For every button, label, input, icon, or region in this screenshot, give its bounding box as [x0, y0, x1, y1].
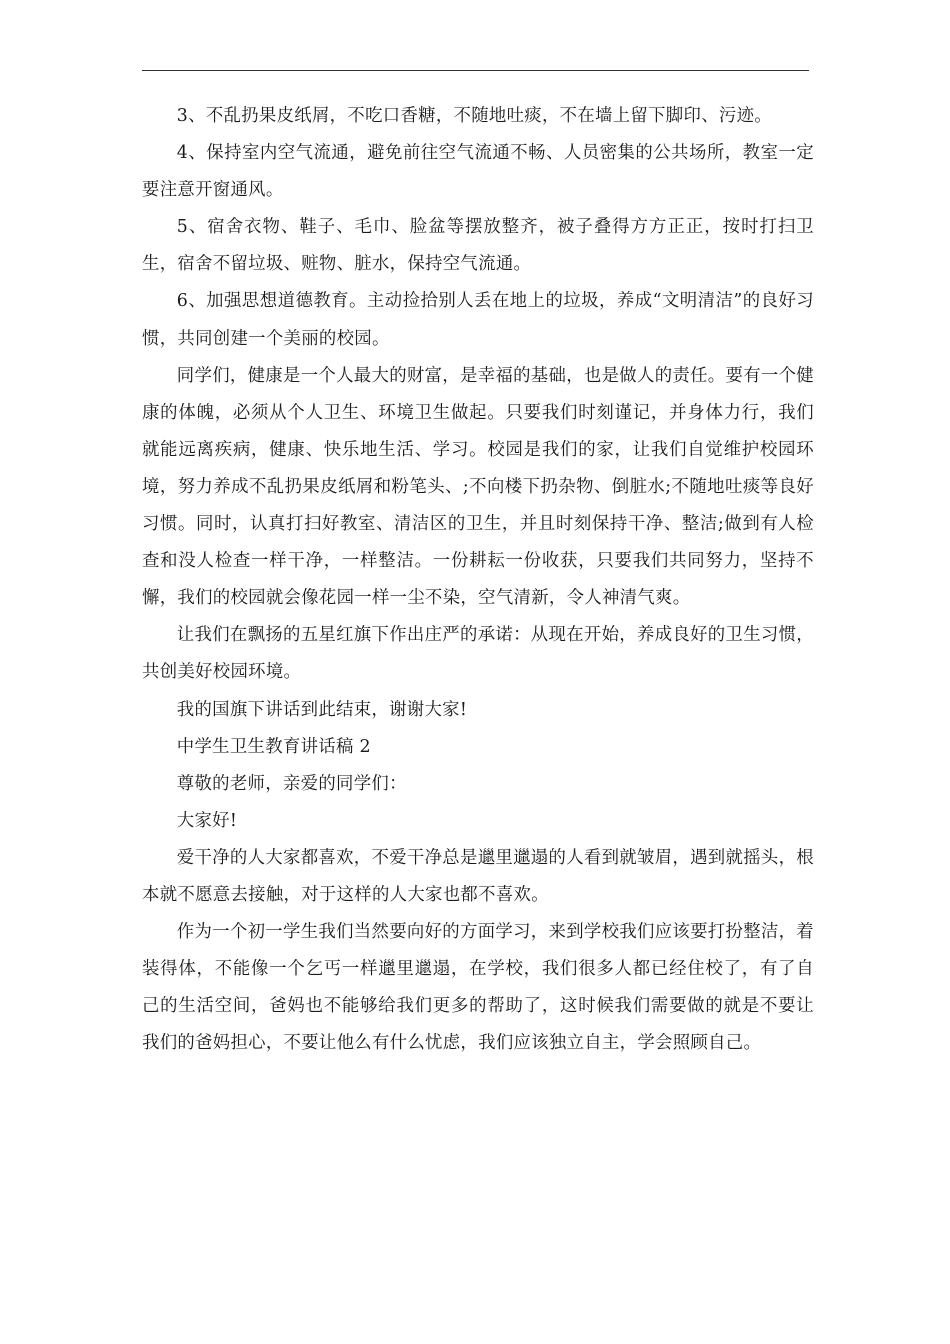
section-title: 中学生卫生教育讲话稿 2	[176, 736, 371, 757]
greeting: 大家好!	[176, 810, 238, 831]
document-body	[142, 98, 814, 1062]
paragraph-health-appeal: 同学们，健康是一个人最大的财富，是幸福的基础，也是做人的责任。要有一个健康的体魄，必须从个人卫生、环境卫生做起。只要我们时刻谨记，并身体力行，我们就能远离疾病，健康、快乐地生活、学习。校园是我们的家，让我们自觉维护校园环境，努力养成不乱扔果皮纸屑和粉笔头、;不向楼下扔杂物、倒脏水;不随地吐痰等良好习惯。同时，认真打扫好教室、清洁区的卫生，并且时刻保持干净、整洁;做到有人检查和没人检查一样干净，一样整洁。一份耕耘一份收获，只要我们共同努力，坚持不懈，我们的校园就会像花园一样一尘不染，空气清新，令人神清气爽。	[142, 365, 814, 609]
paragraph-rule-3: 3、不乱扔果皮纸屑，不吃口香糖，不随地吐痰，不在墙上留下脚印、污迹。	[176, 106, 772, 126]
paragraph-rule-5: 5、宿舍衣物、鞋子、毛巾、脸盆等摆放整齐，被子叠得方方正正，按时打扫卫生，宿舍不留垃圾、赃物、脏水，保持空气流通。	[142, 217, 814, 275]
paragraph-closing: 我的国旗下讲话到此结束，谢谢大家!	[176, 699, 468, 720]
paragraph-rule-6: 6、加强思想道德教育。主动捡拾别人丢在地上的垃圾，养成“文明清洁”的良好习惯，共同创建一个美丽的校园。	[142, 291, 814, 349]
salutation: 尊敬的老师，亲爱的同学们：	[176, 773, 407, 794]
paragraph-cleanliness: 爱干净的人大家都喜欢，不爱干净总是邋里邋遢的人看到就皱眉，遇到就摇头，根本就不愿意去接触，对于这样的人大家也都不喜欢。	[142, 847, 814, 905]
paragraph-pledge: 让我们在飘扬的五星红旗下作出庄严的承诺：从现在开始，养成良好的卫生习惯，共创美好校园环境。	[142, 625, 814, 683]
paragraph-rule-4: 4、保持室内空气流通，避免前往空气流通不畅、人员密集的公共场所，教室一定要注意开窗通风。	[142, 143, 814, 201]
paragraph-self-care: 作为一个初一学生我们当然要向好的方面学习，来到学校我们应该要打扮整洁，着装得体，不能像一个乞丐一样邋里邋遢，在学校，我们很多人都已经住校了，有了自己的生活空间，爸妈也不能够给我们更多的帮助了，这时候我们需要做的就是不要让我们的爸妈担心，不要让他么有什么忧虑，我们应该独立自主，学会照顾自己。	[142, 922, 814, 1054]
header-rule	[142, 70, 809, 71]
